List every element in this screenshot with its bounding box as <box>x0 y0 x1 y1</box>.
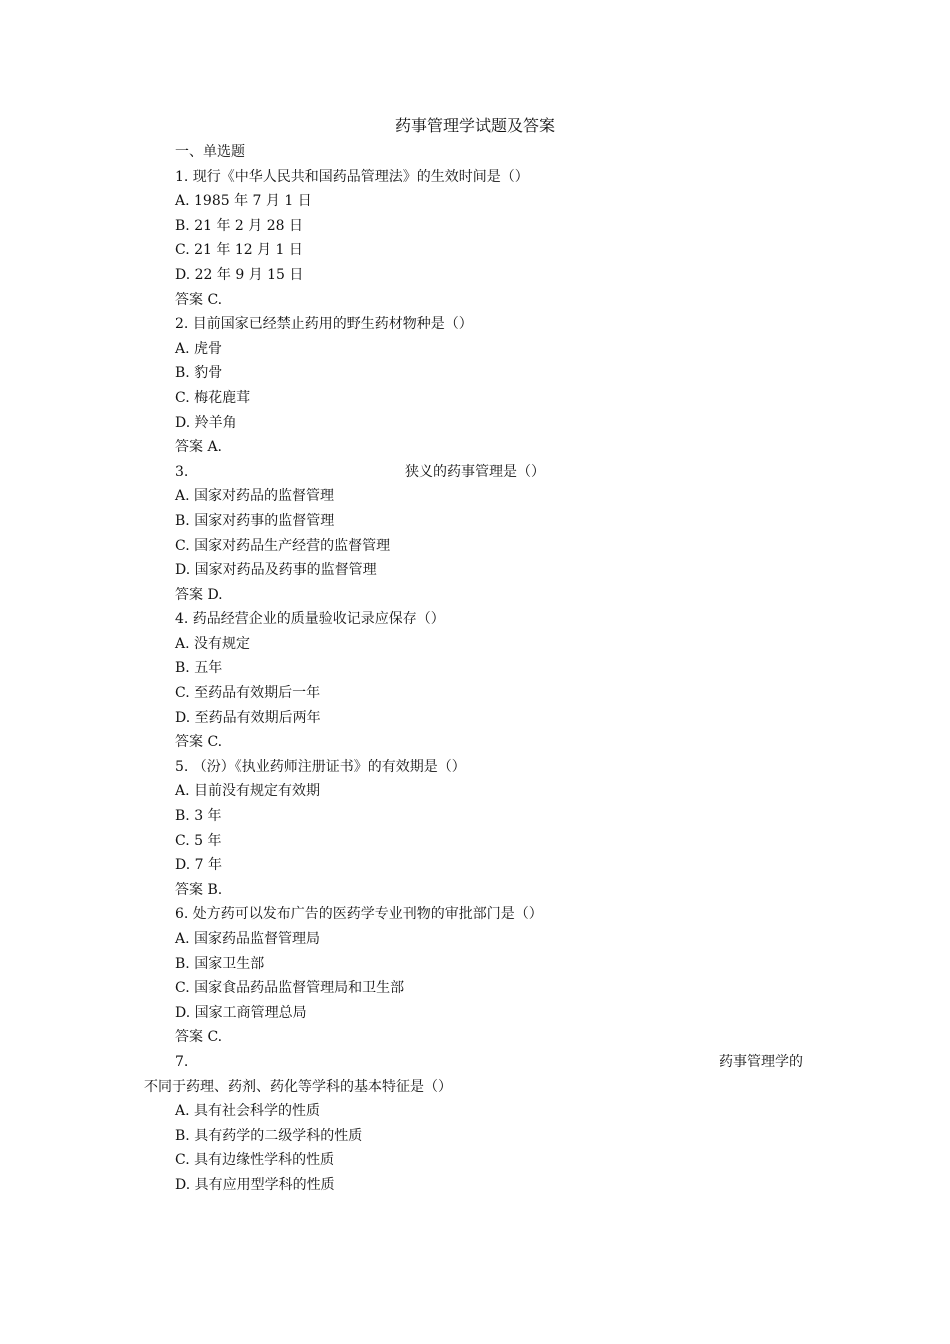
q2-option-a: A. 虎骨 <box>175 340 223 357</box>
q6-option-c: C. 国家食品药品监督管理局和卫生部 <box>175 980 405 997</box>
q1-option-a: A. 1985 年 7 月 1 日 <box>175 193 312 210</box>
q2-option-c: C. 梅花鹿茸 <box>175 389 251 406</box>
q3-option-b: B. 国家对药事的监督管理 <box>175 512 335 529</box>
q5-option-c: C. 5 年 <box>175 832 222 849</box>
question-7 <box>175 1050 803 1075</box>
question-7-continuation: 不同于药理、药剂、药化等学科的基本特征是（） <box>144 1078 452 1095</box>
q4-option-a: A. 没有规定 <box>175 635 251 652</box>
q6-option-a: A. 国家药品监督管理局 <box>175 931 321 947</box>
q7-option-d: D. 具有应用型学科的性质 <box>175 1176 335 1193</box>
question-5: 5. （汾）《执业药师注册证书》的有效期是（） <box>175 758 466 775</box>
q2-answer: 答案 A. <box>175 439 223 456</box>
q6-option-b: B. 国家卫生部 <box>175 955 265 972</box>
question-7-number: 7. <box>175 1053 189 1070</box>
q7-option-a: A. 具有社会科学的性质 <box>175 1103 321 1120</box>
q4-answer: 答案 C. <box>175 734 223 751</box>
q3-answer: 答案 D. <box>175 586 223 603</box>
q1-answer: 答案 C. <box>175 291 223 308</box>
question-3-text: 狭义的药事管理是（） <box>405 463 545 480</box>
q2-option-b: B. 豹骨 <box>175 365 223 382</box>
q5-option-a: A. 目前没有规定有效期 <box>175 783 321 800</box>
question-7-text-start: 药事管理学的 <box>719 1053 803 1070</box>
question-4: 4. 药品经营企业的质量验收记录应保存（） <box>175 611 445 628</box>
question-6: 6. 处方药可以发布广告的医药学专业刊物的审批部门是（） <box>175 906 543 923</box>
q5-option-d: D. 7 年 <box>175 857 222 874</box>
question-3 <box>175 460 815 485</box>
q1-option-c: C. 21 年 12 月 1 日 <box>175 242 303 259</box>
q7-option-c: C. 具有边缘性学科的性质 <box>175 1152 335 1169</box>
q3-option-a: A. 国家对药品的监督管理 <box>175 488 335 505</box>
section-heading: 一、单选题 <box>175 144 245 160</box>
q3-option-c: C. 国家对药品生产经营的监督管理 <box>175 537 391 554</box>
q2-option-d: D. 羚羊角 <box>175 414 237 431</box>
question-1: 1. 现行《中华人民共和国药品管理法》的生效时间是（） <box>175 168 529 185</box>
q5-option-b: B. 3 年 <box>175 808 222 825</box>
q3-option-d: D. 国家对药品及药事的监督管理 <box>175 562 377 579</box>
question-list <box>144 140 815 1198</box>
q6-option-d: D. 国家工商管理总局 <box>175 1004 307 1021</box>
question-2: 2. 目前国家已经禁止药用的野生药材物种是（） <box>175 316 473 333</box>
q4-option-b: B. 五年 <box>175 660 223 677</box>
q4-option-d: D. 至药品有效期后两年 <box>175 709 321 726</box>
q1-option-d: D. 22 年 9 月 15 日 <box>175 266 304 283</box>
q4-option-c: C. 至药品有效期后一年 <box>175 685 321 702</box>
q6-answer: 答案 C. <box>175 1029 223 1046</box>
question-3-number: 3. <box>175 463 189 480</box>
document-title: 药事管理学试题及答案 <box>394 116 555 135</box>
q5-answer: 答案 B. <box>175 881 223 898</box>
q1-option-b: B. 21 年 2 月 28 日 <box>175 217 303 234</box>
q7-option-b: B. 具有药学的二级学科的性质 <box>175 1127 363 1144</box>
